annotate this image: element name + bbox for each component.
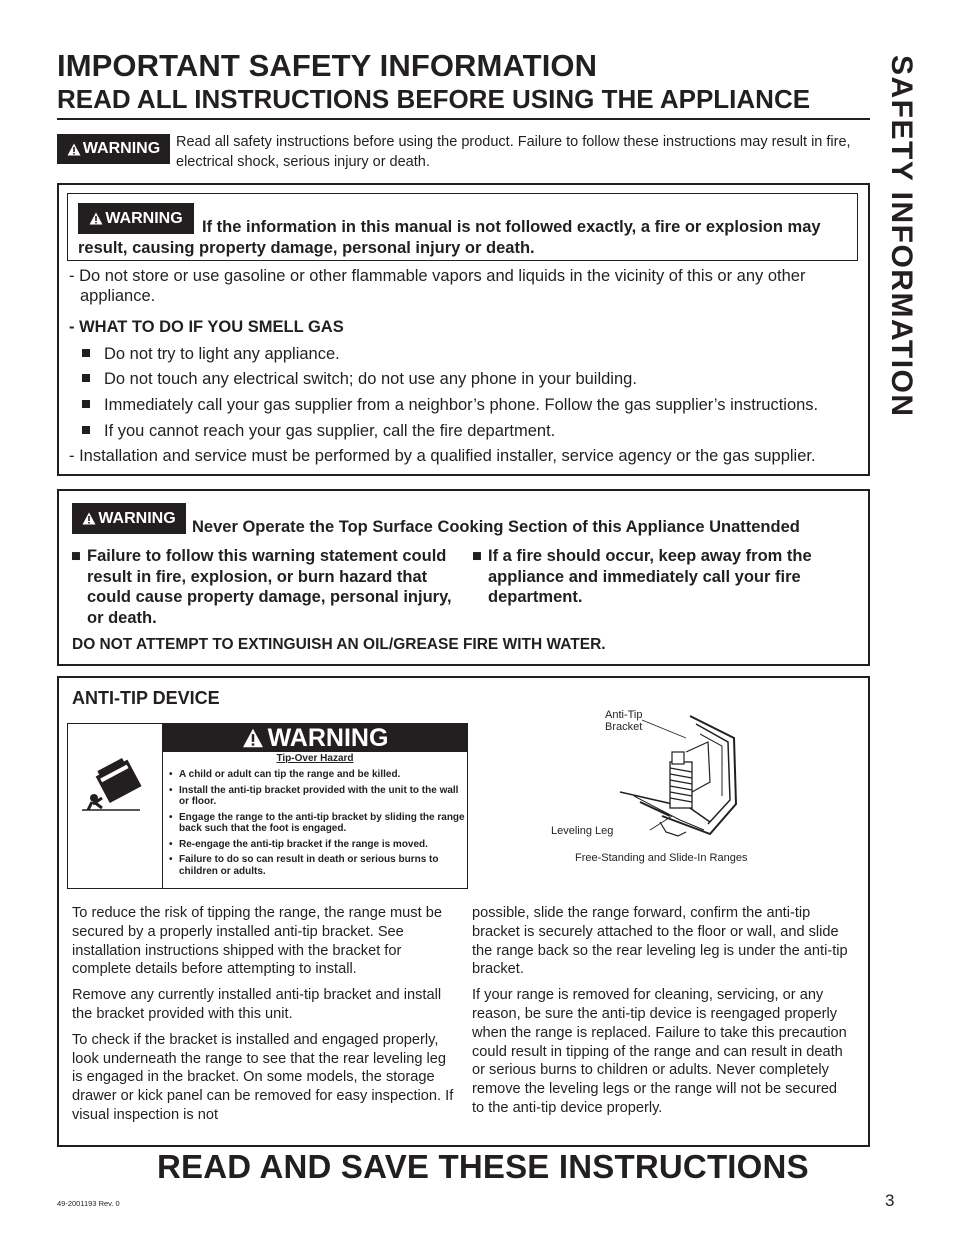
unattended-left-bullet [71,546,459,628]
unattended-right-bullet [472,546,868,608]
bullet-square-icon: ■ [472,547,482,565]
paragraph: To check if the bracket is installed and engaged properly, look underneath the range to see that the rear leveling leg is engaged in the bracket. On some models, the storage drawer or kick panel can be removed for easy inspection. If visual inspection is not [72,1031,454,1123]
paragraph: To reduce the risk of tipping the range, the range must be secured by a properly installed anti-tip bracket. See installation instructions shipped with the bracket for complete details before attempting to install. [72,905,442,978]
anti-tip-left-column [72,904,454,1125]
paragraph: If your range is removed for cleaning, servicing, or any reason, be sure the anti-tip device is reengaged properly when the range is replaced. Failure to take this precaution could result in tipping of the range and can result in death or serious burns to children or adults. Never completely remove the leveling legs or the range will not be secured to the anti-tip device properly. [472,987,847,1116]
warning-triangle-icon [242,728,264,748]
list-item-text: Do not try to light any appliance. [104,345,340,363]
leveling-leg-label: Leveling Leg [551,825,614,837]
grease-fire-warning: DO NOT ATTEMPT TO EXTINGUISH AN OIL/GREASE FIRE WITH WATER. [72,636,606,653]
side-tab [876,55,926,418]
warning-triangle-icon [82,512,96,525]
install-line: - Installation and service must be performed by a qualified installer, service agency or the gas supplier. [69,447,816,465]
page-number: 3 [885,1191,895,1210]
list-item: • Re-engage the anti-tip bracket if the range is moved. [167,839,465,851]
unattended-left-text: Failure to follow this warning statement could result in fire, explosion, or burn hazard that could cause property damage, personal injury, or death. [87,547,452,627]
diagram-caption: Free-Standing and Slide-In Ranges [575,852,748,864]
bullet-square-icon: ■ [71,547,81,565]
warning-badge-label: WARNING [98,509,176,527]
list-item [82,395,818,415]
intro-text: Read all safety instructions before using the product. Failure to follow these instructions may result in fire, electrical shock, serious injury or death. [176,134,851,170]
bullet-square-icon [82,426,90,434]
anti-tip-bracket-diagram [600,712,750,852]
unattended-headline: Never Operate the Top Surface Cooking Section of this Appliance Unattended [192,518,800,536]
warning-badge-label: WARNING [105,209,183,227]
list-item [82,344,340,364]
unattended-right-text: If a fire should occur, keep away from the appliance and immediately call your fire department. [488,547,812,606]
page-title: IMPORTANT SAFETY INFORMATION [57,48,598,83]
list-item: • A child or adult can tip the range and be killed. [167,769,465,781]
warning-banner [163,724,467,752]
warning-badge-label: WARNING [82,140,161,157]
bullet-square-icon [82,349,90,357]
store-line: - Do not store or use gasoline or other flammable vapors and liquids in the vicinity of this or any other appliance. [69,267,806,305]
footer-title: READ AND SAVE THESE INSTRUCTIONS [157,1148,809,1185]
list-item-text: Immediately call your gas supplier from a neighbor’s phone. Follow the gas supplier’s instructions. [104,396,819,414]
list-item: • Install the anti-tip bracket provided with the unit to the wall or floor. [167,785,465,808]
header-rule [57,118,870,120]
warning-triangle-icon [67,143,81,156]
tip-over-subtitle: Tip-Over Hazard [276,753,354,764]
warning-badge [72,503,186,534]
list-item-text: Do not touch any electrical switch; do not use any phone in your building. [104,370,637,388]
anti-tip-right-column [472,904,852,1118]
list-item [82,369,637,389]
warning-badge [57,134,170,164]
tip-over-list [167,769,465,881]
gas-warning-headline: If the information in this manual is not followed exactly, a fire or explosion may result, causing property damage, personal injury or death. [78,218,821,257]
bullet-square-icon [82,374,90,382]
bracket-label-line: Bracket [605,721,643,733]
list-item: • Engage the range to the anti-tip bracket by sliding the range back such that the foot is engaged. [167,812,465,835]
tip-over-pictogram-icon [80,758,152,812]
document-number: 49-2001193 Rev. 0 [57,1199,120,1208]
paragraph: possible, slide the range forward, confirm the anti-tip bracket is securely attached to the floor or wall, and slide the range back so the rear leveling leg is under the anti-tip bracket. [472,905,848,978]
list-item-text: If you cannot reach your gas supplier, call the fire department. [104,422,556,440]
list-item [82,421,555,441]
bracket-label-line: Anti-Tip [605,709,643,721]
bullet-square-icon [82,400,90,408]
paragraph: Remove any currently installed anti-tip bracket and install the bracket provided with this unit. [72,987,442,1022]
side-tab-label: SAFETY INFORMATION [885,55,918,418]
anti-tip-heading: ANTI-TIP DEVICE [72,688,220,708]
list-item: • Failure to do so can result in death or serious burns to children or adults. [167,854,465,877]
page-subtitle: READ ALL INSTRUCTIONS BEFORE USING THE APPLIANCE [57,84,811,114]
warning-banner-label: WARNING [267,723,389,752]
smell-gas-heading: - WHAT TO DO IF YOU SMELL GAS [69,318,344,336]
